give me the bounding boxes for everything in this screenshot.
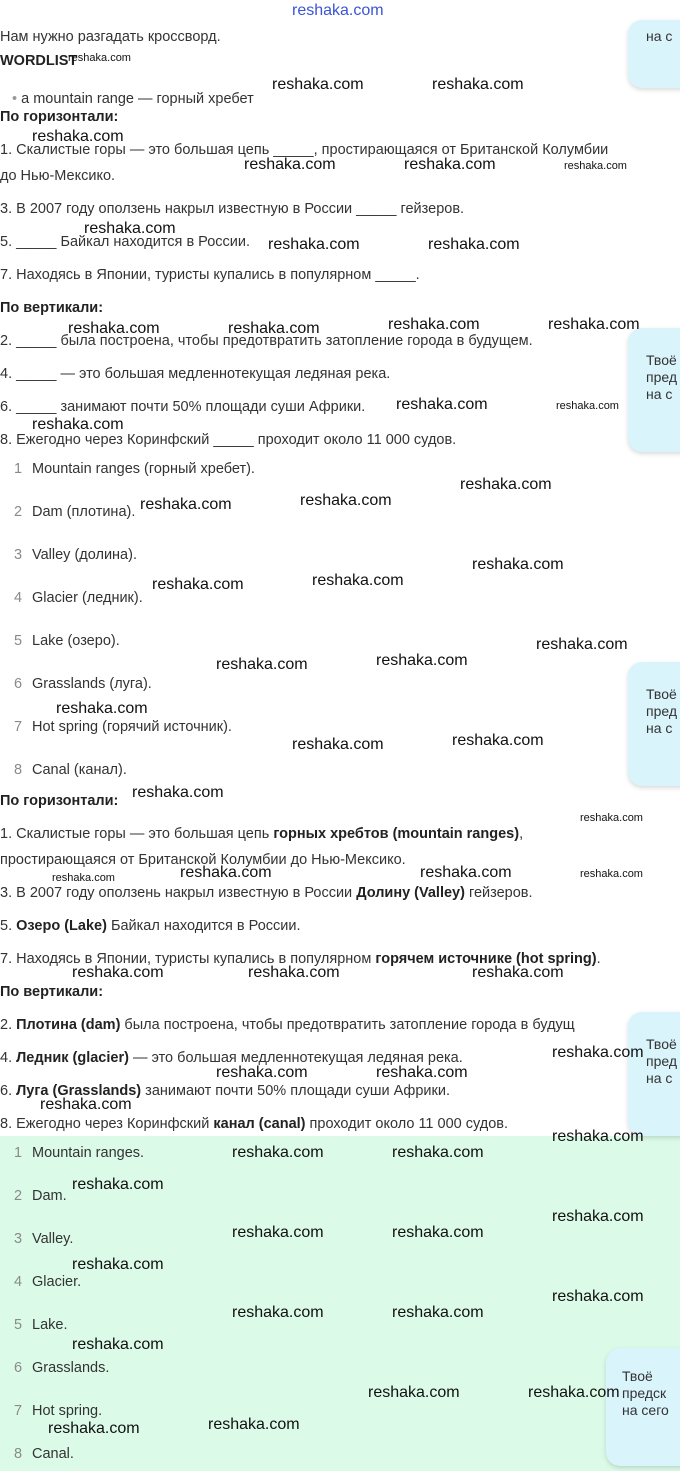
answer-number: 5: [13, 633, 23, 649]
line-text: проходит около 11 000 судов.: [305, 1116, 509, 1132]
answer-number: 3: [13, 1231, 23, 1247]
filled-down-title: По вертикали:: [0, 984, 104, 1000]
answer-text: Lake (озеро).: [32, 633, 120, 649]
task-down-line: 4. _____ — это большая медленнотекущая ледяная река.: [0, 366, 391, 382]
watermark: reshaka.com: [32, 416, 124, 433]
watermark: reshaka.com: [72, 1176, 164, 1193]
line-text: 1. Скалистые горы — это большая цепь: [0, 826, 274, 842]
watermark: reshaka.com: [556, 400, 619, 412]
watermark: reshaka.com: [564, 160, 627, 172]
answer-text: Hot spring.: [32, 1403, 103, 1419]
watermark: reshaka.com: [460, 476, 552, 493]
line-text: 3. В 2007 году оползень накрыл известную в России: [0, 885, 357, 901]
line-text: 2.: [0, 1017, 17, 1033]
prediction-bubble[interactable]: [606, 1348, 680, 1466]
watermark: reshaka.com: [452, 732, 544, 749]
answer-number: 1: [13, 1145, 23, 1161]
across-title: По горизонтали:: [0, 109, 119, 125]
watermark: reshaka.com: [40, 1096, 132, 1113]
bubble-text: на с: [646, 720, 673, 736]
watermark: reshaka.com: [232, 1304, 324, 1321]
answer-number: 1: [13, 461, 23, 477]
watermark: reshaka.com: [580, 812, 643, 824]
watermark: reshaka.com: [244, 156, 336, 173]
watermark: reshaka.com: [208, 1416, 300, 1433]
bubble-text: на сего: [622, 1402, 669, 1418]
answer-number: 3: [13, 547, 23, 563]
bubble-text: Твоё: [646, 1036, 677, 1052]
line-text: 6.: [0, 1083, 17, 1099]
answer-number: 2: [13, 504, 23, 520]
watermark: reshaka.com: [132, 784, 224, 801]
prediction-bubble[interactable]: [628, 328, 680, 452]
answer-bold: горячем источнике (hot spring): [375, 951, 597, 967]
prediction-bubble[interactable]: [628, 20, 680, 88]
line-text: занимают почти 50% площади суши Африки.: [141, 1083, 451, 1099]
watermark: reshaka.com: [376, 652, 468, 669]
watermark: reshaka.com: [552, 1288, 644, 1305]
watermark: reshaka.com: [228, 320, 320, 337]
watermark: reshaka.com: [472, 964, 564, 981]
task-down-line: 8. Ежегодно через Коринфский _____ проходит около 11 000 судов.: [0, 432, 457, 448]
line-text: 5.: [0, 918, 17, 934]
filled-down-line: [0, 1115, 508, 1133]
watermark: reshaka.com: [392, 1304, 484, 1321]
watermark: reshaka.com: [52, 872, 115, 884]
answer-bold: горных хребтов (mountain ranges): [273, 826, 520, 842]
watermark: reshaka.com: [140, 496, 232, 513]
answer-bold: Долину (Valley): [356, 885, 465, 901]
answer-number: 7: [13, 1403, 23, 1419]
watermark: reshaka.com: [68, 52, 131, 64]
line-text: — это большая медленнотекущая ледяная река.: [128, 1050, 463, 1066]
watermark: reshaka.com: [300, 492, 392, 509]
bubble-text: на с: [646, 28, 673, 44]
watermark: reshaka.com: [48, 1420, 140, 1437]
answer-bold: Озеро (Lake): [16, 918, 107, 934]
answer-number: 8: [13, 1446, 23, 1462]
answer-bold: канал (canal): [213, 1116, 306, 1132]
watermark: reshaka.com: [312, 572, 404, 589]
bubble-text: пред: [646, 1053, 678, 1069]
watermark: reshaka.com: [404, 156, 496, 173]
answer-text: Lake.: [32, 1317, 68, 1333]
watermark: reshaka.com: [232, 1224, 324, 1241]
answer-bold: Луга (Grasslands): [16, 1083, 142, 1099]
task-across-line: 3. В 2007 году оползень накрыл известную в России _____ гейзеров.: [0, 201, 465, 217]
wordlist-item: • a mountain range — горный хребет: [12, 91, 254, 107]
answer-text: Grasslands.: [32, 1360, 110, 1376]
answer-text: Mountain ranges.: [32, 1145, 145, 1161]
bubble-text: пред: [646, 703, 678, 719]
watermark: reshaka.com: [216, 656, 308, 673]
line-text: 4.: [0, 1050, 17, 1066]
answer-text: Canal (канал).: [32, 762, 127, 778]
answer-text: Grasslands (луга).: [32, 676, 152, 692]
watermark: reshaka.com: [528, 1384, 620, 1401]
down-title: По вертикали:: [0, 300, 104, 316]
watermark: reshaka.com: [392, 1224, 484, 1241]
intro-text: Нам нужно разгадать кроссворд.: [0, 29, 221, 45]
line-text: простирающаяся от Британской Колумбии до Нью-Мексико.: [0, 852, 406, 868]
bubble-text: предск: [622, 1385, 667, 1401]
answer-number: 6: [13, 1360, 23, 1376]
bubble-text: Твоё: [622, 1368, 653, 1384]
watermark: reshaka.com: [472, 556, 564, 573]
line-text: Байкал находится в России.: [106, 918, 301, 934]
watermark: reshaka.com: [552, 1128, 644, 1145]
answer-text: Dam.: [32, 1188, 67, 1204]
watermark: reshaka.com: [548, 316, 640, 333]
watermark: reshaka.com: [72, 1256, 164, 1273]
watermark: reshaka.com: [376, 1064, 468, 1081]
watermark: reshaka.com: [72, 964, 164, 981]
bubble-text: Твоё: [646, 686, 677, 702]
task-across-line: 1. Скалистые горы — это большая цепь _____, простирающаяся от Британской Колумбии: [0, 142, 609, 158]
task-down-line: 6. _____ занимают почти 50% площади суши Африки.: [0, 399, 366, 415]
answer-text: Mountain ranges (горный хребет).: [32, 461, 255, 477]
line-text: .: [596, 951, 601, 967]
answer-number: 4: [13, 1274, 23, 1290]
prediction-bubble[interactable]: [628, 662, 680, 786]
answer-number: 4: [13, 590, 23, 606]
watermark: reshaka.com: [420, 864, 512, 881]
filled-across-line: [0, 884, 533, 902]
watermark: reshaka.com: [180, 864, 272, 881]
watermark: reshaka.com: [536, 636, 628, 653]
line-text: 7. Находясь в Японии, туристы купались в популярном: [0, 951, 376, 967]
filled-across-title: По горизонтали:: [0, 793, 119, 809]
answer-number: 5: [13, 1317, 23, 1333]
filled-across-line: [0, 917, 301, 935]
wordlist-label: WORDLIST: [0, 53, 78, 69]
watermark: reshaka.com: [396, 396, 488, 413]
answer-number: 2: [13, 1188, 23, 1204]
watermark: reshaka.com: [368, 1384, 460, 1401]
watermark: reshaka.com: [392, 1144, 484, 1161]
answer-text: Valley.: [32, 1231, 74, 1247]
filled-down-line: [0, 1016, 575, 1034]
watermark: reshaka.com: [552, 1044, 644, 1061]
watermark: reshaka.com: [72, 1336, 164, 1353]
bubble-text: пред: [646, 369, 678, 385]
answer-number: 7: [13, 719, 23, 735]
answer-text: Valley (долина).: [32, 547, 137, 563]
watermark: reshaka.com: [432, 76, 524, 93]
answer-text: Hot spring (горячий источник).: [32, 719, 232, 735]
filled-across-line: [0, 825, 523, 843]
watermark: reshaka.com: [216, 1064, 308, 1081]
watermark: reshaka.com: [580, 868, 643, 880]
watermark: reshaka.com: [428, 236, 520, 253]
watermark: reshaka.com: [152, 576, 244, 593]
answer-bold: Плотина (dam): [16, 1017, 121, 1033]
line-text: гейзеров.: [464, 885, 533, 901]
wordlist-item-text: a mountain range — горный хребет: [21, 91, 254, 107]
line-text: ,: [519, 826, 524, 842]
watermark: reshaka.com: [272, 76, 364, 93]
answer-text: Glacier.: [32, 1274, 82, 1290]
watermark: reshaka.com: [292, 736, 384, 753]
answer-text: Dam (плотина).: [32, 504, 136, 520]
task-across-line: 5. _____ Байкал находится в России.: [0, 234, 250, 250]
watermark: reshaka.com: [68, 320, 160, 337]
answer-number: 6: [13, 676, 23, 692]
watermark: reshaka.com: [232, 1144, 324, 1161]
watermark: reshaka.com: [84, 220, 176, 237]
task-across-line: 7. Находясь в Японии, туристы купались в популярном _____.: [0, 267, 420, 283]
watermark: reshaka.com: [552, 1208, 644, 1225]
bubble-text: Твоё: [646, 352, 677, 368]
prediction-bubble[interactable]: [628, 1012, 680, 1136]
watermark: reshaka.com: [248, 964, 340, 981]
watermark: reshaka.com: [268, 236, 360, 253]
watermark: reshaka.com: [388, 316, 480, 333]
task-across-line: до Нью-Мексико.: [0, 168, 116, 184]
watermark: reshaka.com: [32, 128, 124, 145]
task-down-line: 2. _____ была построена, чтобы предотвратить затопление города в будущем.: [0, 333, 533, 349]
site-watermark: reshaka.com: [292, 2, 384, 19]
answer-number: 8: [13, 762, 23, 778]
watermark: reshaka.com: [56, 700, 148, 717]
line-text: была построена, чтобы предотвратить затопление города в будущ: [120, 1017, 575, 1033]
bubble-text: на с: [646, 1070, 673, 1086]
line-text: 8. Ежегодно через Коринфский: [0, 1116, 214, 1132]
bubble-text: на с: [646, 386, 673, 402]
answer-text: Canal.: [32, 1446, 74, 1462]
answer-bold: Ледник (glacier): [16, 1050, 129, 1066]
answer-text: Glacier (ледник).: [32, 590, 143, 606]
